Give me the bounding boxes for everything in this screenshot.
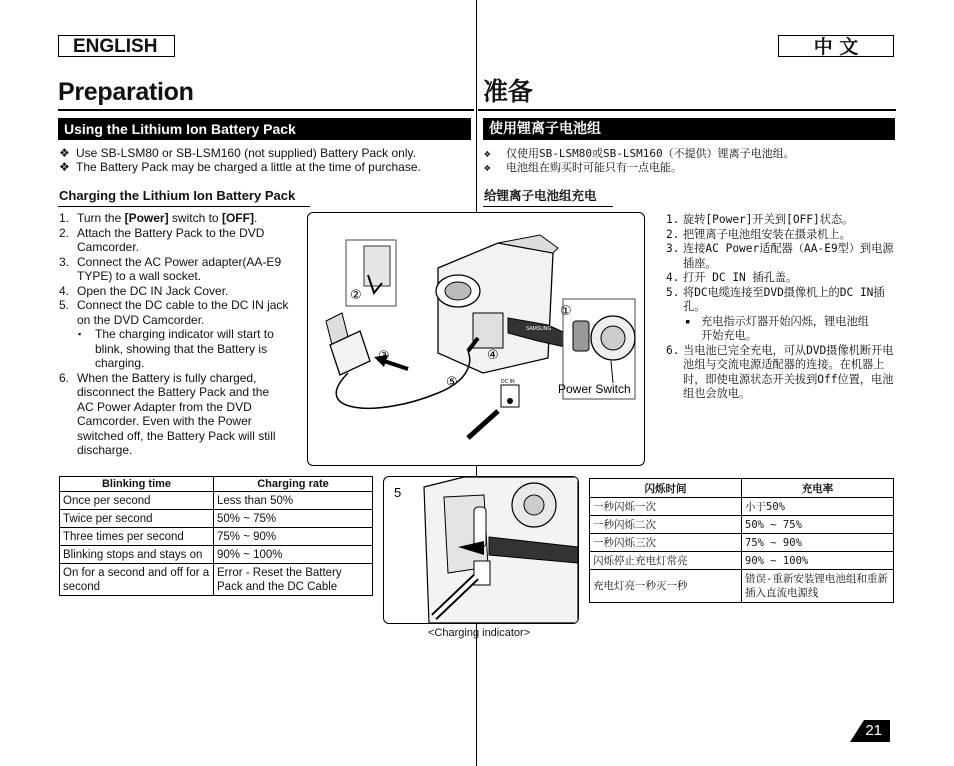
- table-cell: Error - Reset the Battery Pack and the DC Cable: [214, 564, 373, 596]
- table-header-row: [590, 479, 894, 498]
- charging-indicator-illustration: [383, 476, 579, 624]
- step-text: 打开 DC IN 插孔盖。: [683, 271, 798, 284]
- subheading-rule-en: [58, 206, 310, 207]
- section-title-en: Using the Lithium Ion Battery Pack: [58, 118, 471, 140]
- step-en-4: [59, 284, 299, 299]
- battery-shape: [364, 246, 390, 286]
- step-number: 5.: [666, 285, 680, 299]
- step-text: .: [253, 211, 258, 225]
- table-row: [590, 552, 894, 570]
- bullet-zh-1: [484, 147, 795, 162]
- section-title-zh: 使用锂离子电池组: [483, 118, 895, 140]
- step-subtext: 充电指示灯器开始闪烁，锂电池组开始充电。: [701, 314, 869, 342]
- table-row: [590, 534, 894, 552]
- step-zh-4: [666, 271, 894, 286]
- step-zh-6: [666, 344, 894, 402]
- table-row: [60, 546, 373, 564]
- table-header: Charging rate: [214, 477, 373, 492]
- step-text: Connect the DC cable to the DC IN jack on the DVD Camcorder.: [77, 298, 289, 327]
- table-row: [60, 528, 373, 546]
- step-text: Attach the Battery Pack to the DVD Camcorder.: [77, 225, 265, 254]
- callout-3: ③: [378, 349, 390, 364]
- step-zh-1: [666, 213, 894, 228]
- table-cell: 一秒闪烁一次: [590, 498, 742, 516]
- table-cell: 90% ~ 100%: [742, 552, 894, 570]
- subheading-en: Charging the Lithium Ion Battery Pack: [59, 188, 296, 203]
- dc-in-hole: [507, 398, 513, 404]
- page-title-en: Preparation: [58, 78, 194, 106]
- step-en-1: [59, 211, 299, 226]
- step-number: 3.: [59, 254, 70, 269]
- step-bold: [OFF]: [221, 211, 254, 225]
- callout-4: ④: [487, 348, 499, 363]
- step-number: 1.: [666, 213, 680, 226]
- bullet-mark: ❖: [59, 146, 70, 160]
- battery-compartment: [473, 313, 503, 348]
- step-text: When the Battery is fully charged, disconnect the Battery Pack and the AC Power Adapter from the DVD Camcorder. Even with the Power switched off, the Battery Pack will still discharge.: [77, 370, 276, 457]
- figure-caption: <Charging indicator>: [428, 627, 531, 639]
- step-en-6: [59, 371, 299, 458]
- step-text: 将DC电缆连接至DVD摄像机上的DC IN插孔。: [683, 285, 885, 313]
- table-cell: Three times per second: [60, 528, 214, 546]
- step-text: Open the DC IN Jack Cover.: [77, 283, 229, 298]
- table-cell: 50% ~ 75%: [214, 510, 373, 528]
- bullet-text: 电池组在购买时可能只有一点电能。: [506, 161, 682, 174]
- table-row: [60, 564, 373, 596]
- step-zh-3: [666, 242, 894, 271]
- callout-1: ①: [560, 304, 572, 319]
- table-cell: 闪烁停止充电灯常亮: [590, 552, 742, 570]
- table-cell: Less than 50%: [214, 492, 373, 510]
- bullet-text: The Battery Pack may be charged a little at the time of purchase.: [76, 160, 421, 174]
- step-subtext: The charging indicator will start to blink, showing that the Battery is charging.: [95, 327, 274, 370]
- step-text: switch to: [168, 211, 222, 225]
- step-number-5: 5: [394, 485, 402, 500]
- dc-in-label: DC IN: [501, 379, 515, 385]
- table-row: [60, 492, 373, 510]
- step-text: 旋转[Power]开关到[OFF]状态。: [683, 213, 854, 226]
- dc-plug-detail: [468, 411, 498, 438]
- bullet-mark: ❖: [484, 161, 491, 174]
- table-cell: 一秒闪烁二次: [590, 516, 742, 534]
- page-number-text: 21: [865, 722, 882, 739]
- step-number: 6.: [666, 343, 680, 357]
- camcorder-charging-drawing: [308, 213, 644, 465]
- callout-2: ②: [350, 288, 362, 303]
- viewfinder-lens: [445, 282, 471, 300]
- bullet-en-1: [59, 146, 416, 161]
- bullet-text: 仅使用SB-LSM80或SB-LSM160（不提供）锂离子电池组。: [506, 147, 795, 160]
- subheading-zh: 给锂离子电池组充电: [484, 188, 597, 203]
- step-number: 1.: [59, 211, 70, 225]
- page-number: [850, 720, 890, 742]
- mode-dial-center: [524, 495, 544, 515]
- table-row: [590, 516, 894, 534]
- table-row: [60, 510, 373, 528]
- page-title-zh: 准备: [483, 77, 533, 106]
- table-cell: On for a second and off for a second: [60, 564, 214, 596]
- title-rule-left: [58, 109, 474, 111]
- table-cell: Twice per second: [60, 510, 214, 528]
- step-text: Connect the AC Power adapter(AA-E9 TYPE) to a wall socket.: [77, 254, 282, 283]
- steps-zh: [666, 213, 894, 402]
- step-text: 当电池已完全充电，可从DVD摄像机断开电池组与交流电源适配器的连接。在机器上时，即使电源状态开关拔到Off位置，电池组也会放电。: [683, 343, 894, 400]
- step-en-5: [59, 298, 299, 371]
- step-zh-2: [666, 228, 894, 243]
- callout-5: ⑤: [446, 375, 458, 390]
- table-row: [590, 498, 894, 516]
- bullet-zh-2: [484, 161, 682, 176]
- step-en-3: [59, 255, 299, 284]
- charging-table-en: [59, 476, 373, 596]
- table-cell: 充电灯亮一秒灭一秒: [590, 570, 742, 603]
- step-text: Turn the: [77, 211, 125, 225]
- table-row: [590, 570, 894, 603]
- bullet-en-2: [59, 160, 421, 175]
- step-number: 2.: [666, 227, 680, 241]
- step-number: 4.: [59, 283, 70, 298]
- step-en-2: [59, 226, 299, 255]
- step-text: 连接AC Power适配器（AA-E9型）到电源插座。: [683, 242, 894, 270]
- step-number: 5.: [59, 298, 70, 312]
- chinese-label: 中 文: [778, 35, 894, 57]
- step-number: 4.: [666, 271, 680, 284]
- charging-indicator-drawing: [384, 477, 578, 623]
- subheading-rule-zh: [483, 206, 613, 207]
- bullet-mark: ❖: [59, 160, 70, 174]
- charging-led: [474, 507, 486, 547]
- sub-bullet-mark: ▪: [78, 329, 82, 339]
- step-number: 2.: [59, 225, 70, 240]
- step-zh-5: [666, 286, 894, 344]
- power-switch-label: Power Switch: [558, 382, 631, 396]
- table-cell: 错误-重新安装锂电池组和重新插入直流电源线: [742, 570, 894, 603]
- table-cell: 一秒闪烁三次: [590, 534, 742, 552]
- table-cell: Blinking stops and stays on: [60, 546, 214, 564]
- step-text: 把锂离子电池组安装在摄录机上。: [683, 227, 851, 241]
- switch-knob: [573, 321, 589, 351]
- table-cell: Once per second: [60, 492, 214, 510]
- english-label: ENGLISH: [58, 35, 175, 57]
- title-rule-right: [478, 109, 896, 111]
- table-cell: 75% ~ 90%: [742, 534, 894, 552]
- table-cell: 50% ~ 75%: [742, 516, 894, 534]
- step-bold: [Power]: [124, 211, 169, 225]
- bullet-mark: ❖: [484, 147, 491, 160]
- charging-table-zh: [589, 478, 894, 603]
- power-dial-center: [601, 326, 625, 350]
- table-header-row: [60, 477, 373, 492]
- table-cell: 75% ~ 90%: [214, 528, 373, 546]
- steps-en: [59, 211, 299, 458]
- table-header: Blinking time: [60, 477, 214, 492]
- table-header: 充电率: [742, 479, 894, 498]
- step-number: 3.: [666, 242, 680, 255]
- table-header: 闪烁时间: [590, 479, 742, 498]
- charging-illustration: [307, 212, 645, 466]
- table-cell: 小于50%: [742, 498, 894, 516]
- sub-bullet-mark: ▪: [685, 316, 691, 327]
- bullet-text: Use SB-LSM80 or SB-LSM160 (not supplied) Battery Pack only.: [76, 146, 416, 160]
- step-number: 6.: [59, 370, 70, 385]
- brand-text: SAMSUNG: [526, 326, 552, 332]
- table-cell: 90% ~ 100%: [214, 546, 373, 564]
